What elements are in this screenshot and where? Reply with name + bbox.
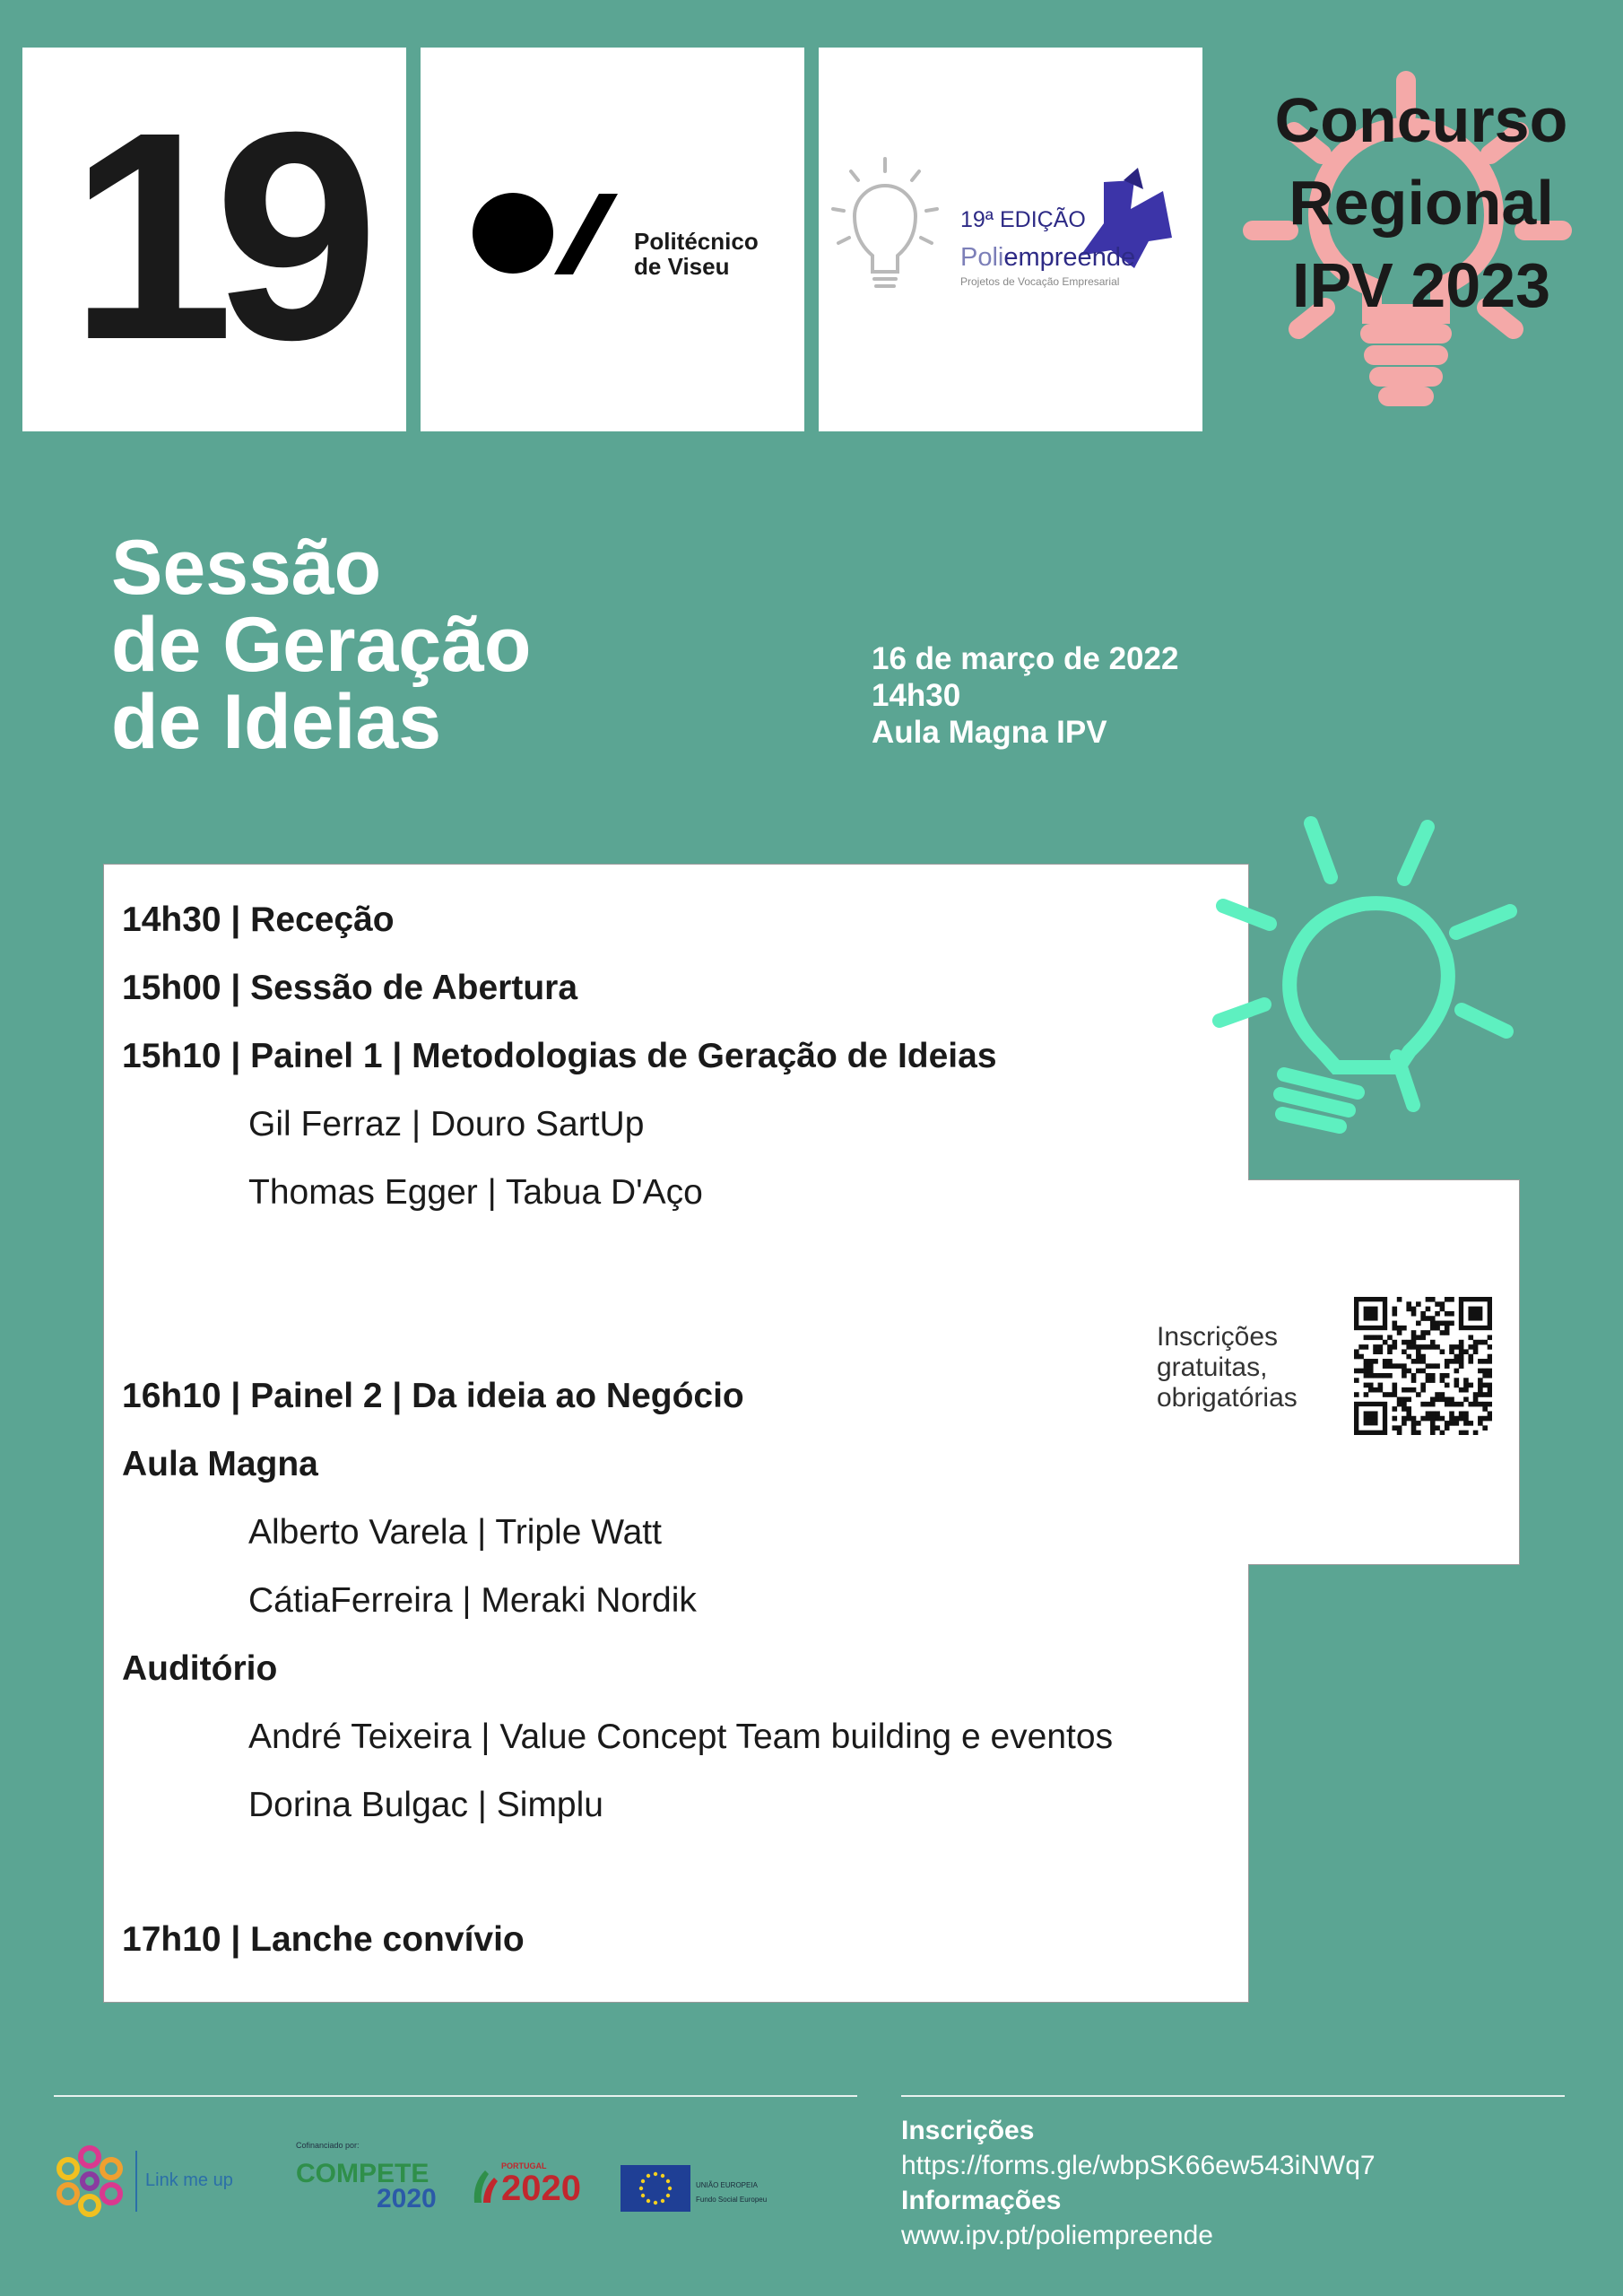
eu-label-line1: UNIÃO EUROPEIA bbox=[696, 2181, 758, 2189]
cofinanced-label: Cofinanciado por: bbox=[296, 2141, 360, 2150]
event-time: 14h30 bbox=[872, 678, 961, 713]
poliempreende-edition: 19ª EDIÇÃO bbox=[960, 207, 1086, 232]
program-row: 17h10 | Lanche convívio bbox=[122, 1920, 525, 1959]
program-row: André Teixeira | Value Concept Team building e eventos bbox=[248, 1718, 1114, 1756]
event-date: 16 de março de 2022 bbox=[872, 641, 1179, 676]
info-label: Informações bbox=[901, 2186, 1062, 2215]
program-row: Auditório bbox=[122, 1649, 278, 1688]
event-venue: Aula Magna IPV bbox=[872, 715, 1107, 750]
session-title-line1: Sessão bbox=[111, 525, 382, 611]
portugal2020-year: 2020 bbox=[501, 2169, 581, 2208]
edition-number: 19 bbox=[69, 70, 360, 401]
info-link[interactable]: www.ipv.pt/poliempreende bbox=[901, 2221, 1213, 2250]
program-row: 15h10 | Painel 1 | Metodologias de Geração de Ideias bbox=[122, 1037, 997, 1075]
poliempreende-tagline: Projetos de Vocação Empresarial bbox=[960, 275, 1120, 288]
politecnico-line1: Politécnico bbox=[634, 228, 759, 255]
program-row: Gil Ferraz | Douro SartUp bbox=[248, 1105, 645, 1144]
qr-code-icon[interactable] bbox=[1354, 1297, 1492, 1435]
registration-note-line2: gratuitas, bbox=[1157, 1352, 1268, 1382]
program-row: 14h30 | Receção bbox=[122, 900, 395, 939]
registration-note bbox=[1157, 1322, 1298, 1413]
program-row: Dorina Bulgac | Simplu bbox=[248, 1786, 603, 1824]
compete-year: 2020 bbox=[377, 2184, 437, 2213]
compete-label: COMPETE bbox=[296, 2159, 430, 2188]
contest-title-line1: Concurso bbox=[1274, 85, 1568, 155]
poliempreende-name-prefix: Poli bbox=[960, 243, 1004, 272]
linkmeup-logo-text: Link me up bbox=[145, 2170, 233, 2190]
program-row: 15h00 | Sessão de Abertura bbox=[122, 969, 578, 1007]
program-row: Aula Magna bbox=[122, 1445, 318, 1483]
program-row: CátiaFerreira | Meraki Nordik bbox=[248, 1581, 697, 1620]
registration-label: Inscrições bbox=[901, 2116, 1035, 2145]
compete2020-logo bbox=[296, 2161, 437, 2212]
program-row: Alberto Varela | Triple Watt bbox=[248, 1513, 662, 1552]
session-title-line2: de Geração bbox=[111, 602, 532, 688]
politecnico-line2: de Viseu bbox=[634, 253, 730, 280]
footer-divider-left bbox=[54, 2095, 857, 2097]
program-row: Thomas Egger | Tabua D'Aço bbox=[248, 1173, 703, 1212]
portugal2020-flag-icon bbox=[471, 2165, 499, 2206]
contest-title-line3: IPV 2023 bbox=[1292, 250, 1550, 320]
eu-fund-label bbox=[696, 2179, 767, 2207]
program-row: 16h10 | Painel 2 | Da ideia ao Negócio bbox=[122, 1377, 744, 1415]
registration-note-line3: obrigatórias bbox=[1157, 1383, 1298, 1413]
registration-link[interactable]: https://forms.gle/wbpSK66ew543iNWq7 bbox=[901, 2151, 1376, 2180]
footer-divider-right bbox=[901, 2095, 1565, 2097]
registration-note-line1: Inscrições bbox=[1157, 1322, 1279, 1352]
footer-contacts bbox=[901, 2113, 1376, 2253]
poliempreende-name-suffix: empreende bbox=[1003, 243, 1136, 272]
contest-title-line2: Regional bbox=[1289, 168, 1554, 238]
eu-label-line2: Fundo Social Europeu bbox=[696, 2196, 768, 2204]
session-title-line3: de Ideias bbox=[111, 679, 442, 765]
portugal2020-label: PORTUGAL bbox=[501, 2161, 547, 2170]
